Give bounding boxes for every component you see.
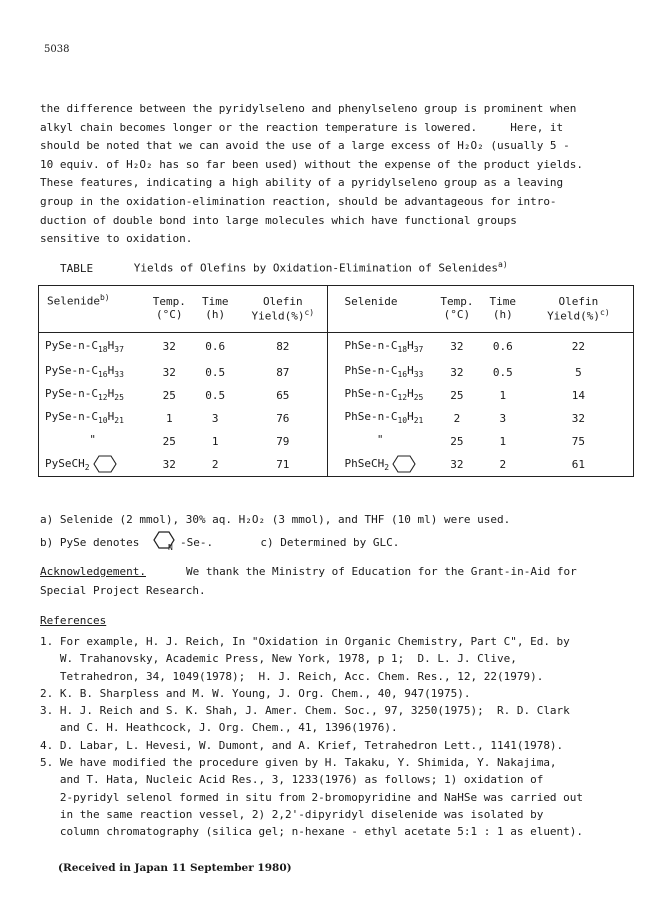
cell-selenide: PySe-$n-C_{12}H_{25}$ [45, 387, 124, 403]
cell-yield: 87 [276, 365, 290, 379]
cell-selenide: PhSe-$n-C_{10}H_{21}$ [328, 407, 432, 430]
cell-selenide: PySe-$n-C_{16}H_{33}$ [45, 364, 124, 380]
header-temp: Temp. [152, 295, 186, 308]
cell-time: 3 [211, 411, 219, 425]
header-time: Time [489, 295, 517, 308]
page-number: 5038 [44, 44, 70, 55]
cell-selenide: PySeCH$_2$ [39, 453, 147, 477]
reference-line: and C. H. Heathcock, J. Org. Chem., 41, 1396(1976). [40, 721, 398, 735]
reference-line: in the same reaction vessel, 2) 2,2'-dipyridyl diselenide was isolated by [40, 807, 544, 821]
references-heading: References [40, 614, 107, 627]
header-time-unit: (h) [205, 308, 226, 321]
body-line: the difference between the pyridylseleno and phenylseleno group is prominent when [40, 102, 577, 115]
header-selenide: Selenide [328, 286, 432, 309]
cell-temp: 25 [162, 434, 176, 448]
cell-selenide: PySe-$n-C_{18}H_{37}$ [45, 339, 124, 355]
cell-yield: 75 [571, 434, 585, 448]
reference-line: 3. H. J. Reich and S. K. Shah, J. Amer. Chem. Soc., 97, 3250(1975); R. D. Clark [40, 704, 570, 718]
pyridine-ring-icon [146, 529, 180, 557]
cell-yield: 32 [571, 411, 585, 425]
cell-yield: 61 [571, 457, 585, 471]
cell-yield: 79 [276, 434, 290, 448]
cell-temp: 32 [450, 340, 464, 354]
reference-line: column chromatography (silica gel; n-hexane - ethyl acetate 5:1 : 1 as eluent). [40, 825, 584, 839]
reference-line: 2-pyridyl selenol formed in situ from 2-bromopyridine and NaHSe was carried out [40, 790, 584, 804]
cell-yield: 22 [571, 340, 585, 354]
cyclohexyl-ring-icon [90, 457, 120, 470]
cell-yield: 76 [276, 411, 290, 425]
ack-text: We thank the Ministry of Education for the Grant-in-Aid for [185, 565, 577, 578]
received-date: (Received in Japan 11 September 1980) [58, 862, 292, 874]
reference-line: Tetrahedron, 34, 1049(1978); H. J. Reich, Acc. Chem. Res., 12, 22(1979). [40, 669, 544, 683]
table-row [39, 430, 634, 453]
cell-selenide: PySe-$n-C_{10}H_{21}$ [45, 410, 124, 426]
cell-time: 0.5 [205, 388, 226, 402]
header-yield: Yield(%)$^{c)}$ [251, 308, 315, 323]
header-temp: Temp. [440, 295, 474, 308]
table-title-footnote: a) [498, 260, 508, 269]
body-line: duction of double bond into large molecules which have functional groups [40, 213, 517, 227]
acknowledgement [40, 562, 577, 600]
cell-temp: 25 [162, 388, 176, 402]
table-row [39, 361, 634, 384]
body-line: should be noted that we can avoid the use of a large excess of H₂O₂ (usually 5 - [40, 139, 570, 153]
cell-time: 0.6 [492, 340, 513, 354]
cell-time: 2 [499, 457, 507, 471]
table-row [39, 407, 634, 430]
table-row [39, 453, 634, 477]
cell-time: 0.5 [492, 365, 513, 379]
body-paragraph [40, 100, 583, 249]
cell-temp: 25 [450, 434, 464, 448]
header-temp-unit: (°C) [443, 308, 471, 321]
yields-table [38, 285, 634, 477]
body-line: group in the oxidation-elimination reaction, should be advantageous for intro- [40, 194, 557, 208]
header-blank [328, 308, 432, 333]
note-a: a) Selenide (2 mmol), 30% aq. H₂O₂ (3 mmol), and THF (10 ml) were used. [40, 513, 511, 526]
header-yield: Yield(%)$^{c)}$ [547, 308, 610, 323]
cell-selenide: PhSe-$n-C_{12}H_{25}$ [328, 384, 432, 407]
body-line: These features, indicating a high ability of a pyridylseleno group as a leaving [40, 176, 564, 190]
note-b-line [40, 529, 510, 557]
reference-line: 5. We have modified the procedure given by H. Takaku, Y. Shimida, Y. Nakajima, [40, 756, 557, 770]
cell-selenide: PhSeCH$_2$ [328, 453, 432, 477]
body-line: 10 equiv. of H₂O₂ has so far been used) without the expense of the product yields. [40, 157, 584, 171]
cell-temp: 1 [165, 411, 173, 425]
header-selenide: Selenide$^{b)}$ [47, 293, 110, 308]
cell-temp: 32 [450, 457, 464, 471]
reference-line: 1. For example, H. J. Reich, In "Oxidation in Organic Chemistry, Part C", Ed. by [40, 635, 570, 648]
cell-time: 1 [211, 434, 219, 448]
cell-selenide: PhSe-$n-C_{18}H_{37}$ [328, 333, 432, 361]
cell-yield: 65 [276, 388, 290, 402]
cell-yield: 14 [571, 388, 585, 402]
header-olefin: Olefin [558, 295, 599, 308]
cyclohexyl-ring-icon [389, 457, 419, 470]
cell-time: 1 [499, 388, 507, 402]
cell-time: 0.5 [205, 365, 226, 379]
header-blank [39, 308, 147, 333]
header-temp-unit: (°C) [156, 308, 183, 321]
header-time-unit: (h) [492, 308, 513, 321]
table-row [39, 333, 634, 361]
cell-temp: 2 [453, 411, 461, 425]
reference-line: 2. K. B. Sharpless and M. W. Young, J. Org. Chem., 40, 947(1975). [40, 686, 471, 700]
cell-temp: 32 [162, 365, 176, 379]
table-label: TABLE [60, 261, 94, 275]
cell-selenide: " [89, 433, 96, 447]
note-c: c) Determined by GLC. [260, 536, 400, 549]
cell-selenide: " [328, 430, 432, 453]
cell-time: 2 [211, 457, 219, 471]
cell-temp: 25 [450, 388, 464, 402]
header-olefin: Olefin [262, 295, 303, 308]
note-b: b) PySe denotes [40, 536, 140, 549]
svg-text:N: N [167, 543, 173, 551]
cell-time: 0.6 [205, 340, 226, 354]
cell-temp: 32 [162, 457, 176, 471]
ack-text: Special Project Research. [40, 584, 206, 597]
reference-line: 4. D. Labar, L. Hevesi, W. Dumont, and A. Krief, Tetrahedron Lett., 1141(1978). [40, 738, 564, 752]
cell-time: 3 [499, 411, 507, 425]
table-row [39, 384, 634, 407]
reference-line: and T. Hata, Nucleic Acid Res., 3, 1233(1976) as follows; 1) oxidation of [40, 773, 544, 787]
cell-time: 1 [499, 434, 507, 448]
reference-line: W. Trahanovsky, Academic Press, New York, 1978, p 1; D. L. J. Clive, [40, 652, 517, 666]
body-line: alkyl chain becomes longer or the reaction temperature is lowered. Here, it [40, 120, 564, 134]
cell-yield: 5 [575, 365, 582, 379]
table-notes [40, 510, 510, 557]
body-line: sensitive to oxidation. [40, 232, 193, 246]
cell-temp: 32 [162, 340, 176, 354]
note-b-suffix: -Se-. [179, 536, 214, 549]
cell-yield: 82 [276, 340, 290, 354]
header-time: Time [201, 295, 229, 308]
references-list [40, 633, 583, 841]
cell-selenide: PhSe-$n-C_{16}H_{33}$ [328, 361, 432, 384]
table-caption [60, 260, 508, 275]
cell-temp: 32 [450, 365, 464, 379]
cell-yield: 71 [276, 457, 290, 471]
table-title: Yields of Olefins by Oxidation-Elimination of Selenides [133, 261, 498, 275]
ack-title: Acknowledgement. [40, 565, 146, 578]
